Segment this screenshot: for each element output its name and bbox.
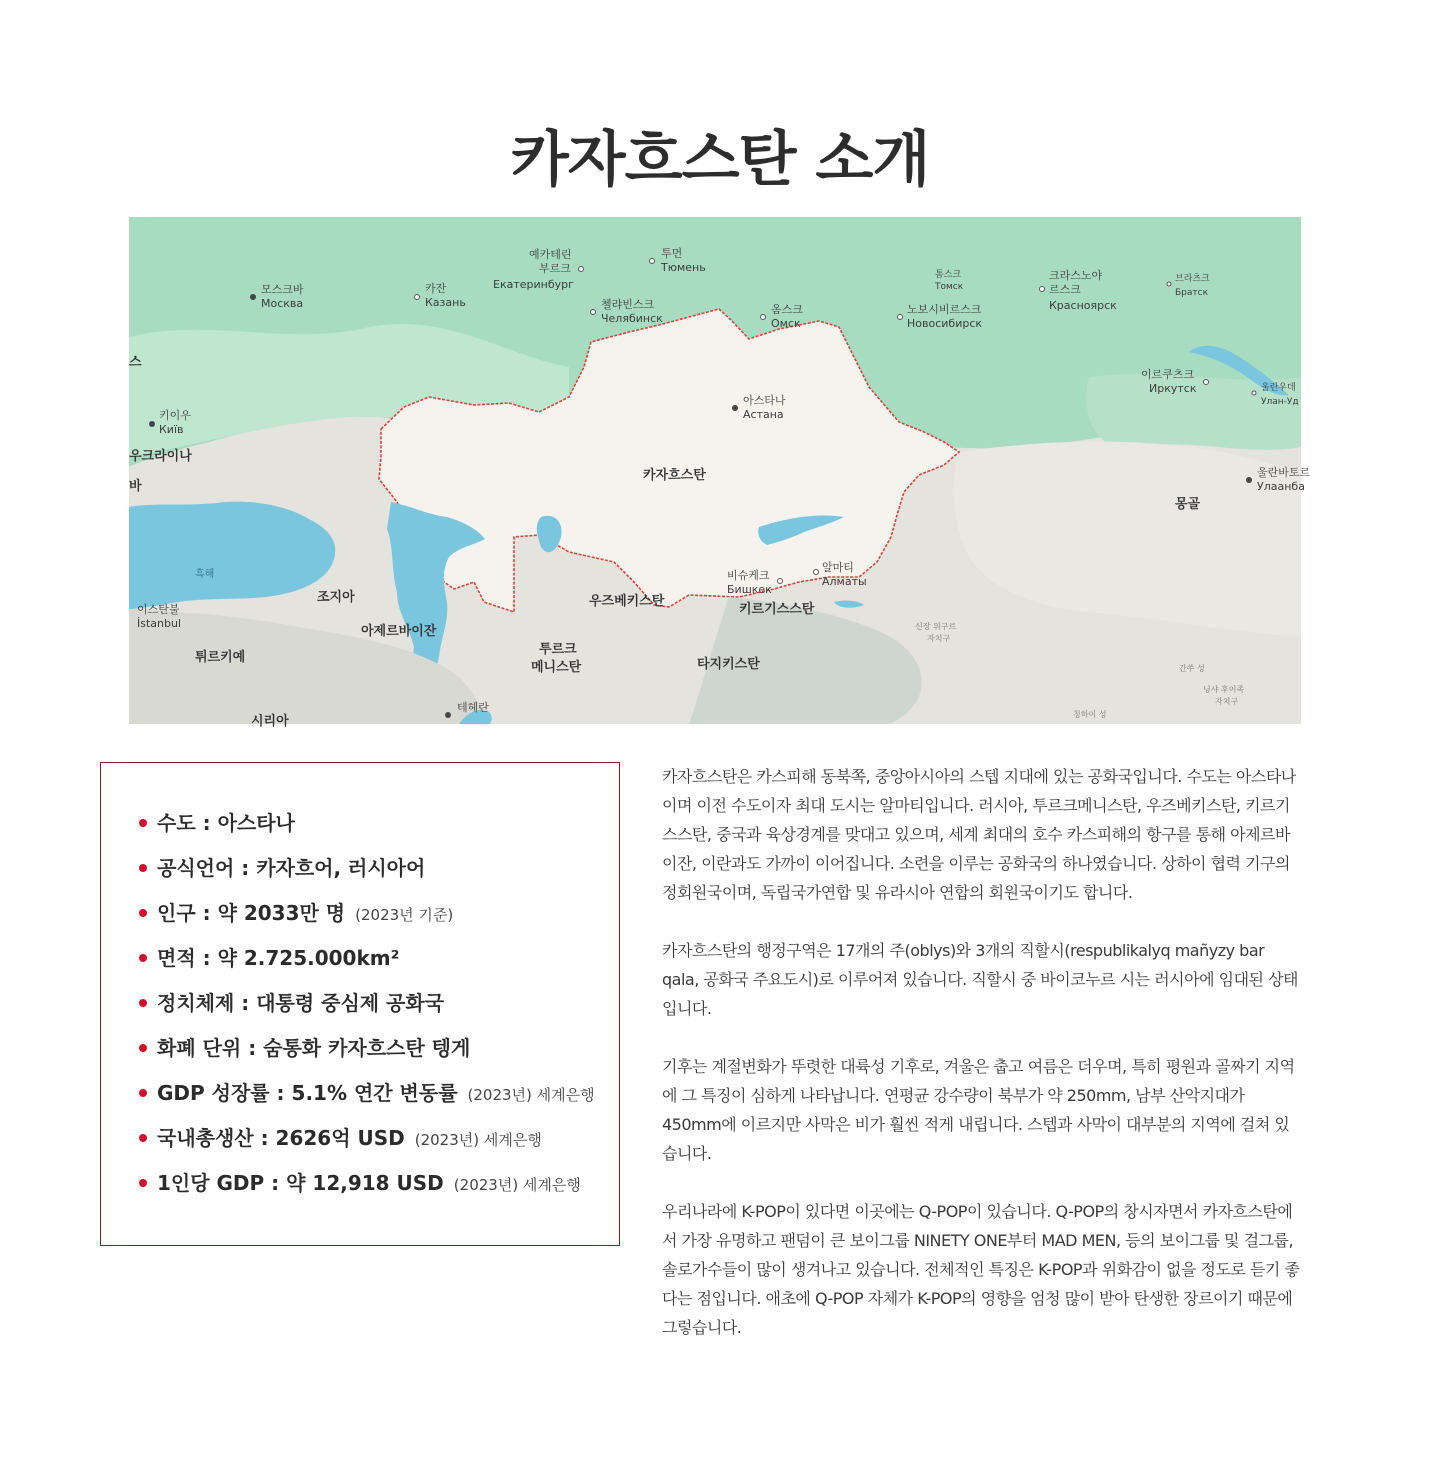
bullet-icon (139, 1089, 147, 1097)
fact-language (139, 852, 595, 897)
map-label-tomsk-ko: 톰스크 (935, 270, 962, 280)
map-canvas (129, 217, 1311, 729)
fact-label: 1인당 GDP : 약 12,918 USD (157, 1171, 444, 1195)
map-label-irkutsk-ru: Иркутск (1149, 382, 1197, 395)
fact-government (139, 987, 595, 1032)
map-label-mongolia: 몽골 (1175, 497, 1201, 512)
map-point-moscow (250, 294, 256, 300)
map-label-azerbaijan: 아제르바이잔 (361, 624, 437, 639)
map-label-kazan-ko: 카잔 (425, 282, 447, 295)
map-point-ulanude (1252, 391, 1256, 395)
map-point-kazan (415, 295, 420, 300)
map-label-tomsk-ru: Томск (935, 282, 964, 292)
fact-label: 국내총생산 : 2626억 USD (157, 1126, 405, 1150)
map-label-kyiv-ru: Київ (159, 423, 184, 436)
bullet-icon (139, 819, 147, 827)
map-label-georgia: 조지아 (317, 590, 355, 605)
map-label-moscow-ko: 모스크바 (261, 283, 304, 296)
map-label-omsk-ko: 옴스크 (771, 303, 803, 316)
map-point-astana (732, 405, 738, 411)
map-label-qinghai: 칭하이 성 (1073, 710, 1107, 719)
map-label-bratsk-ru: Братск (1175, 288, 1209, 298)
map-label-tajikistan: 타지키스탄 (697, 657, 760, 672)
bullet-icon (139, 999, 147, 1007)
map-label-gansu: 간쑤 성 (1179, 664, 1205, 673)
bullet-icon (139, 909, 147, 917)
map-label-tyumen-ru: Тюмень (661, 261, 706, 274)
map-label-krasno-ru: Красноярск (1049, 299, 1117, 312)
map-label-uzbekistan: 우즈베키스탄 (589, 594, 665, 609)
bullet-icon (139, 1134, 147, 1142)
map-point-chelyab (591, 310, 596, 315)
paragraph-administration: 카자흐스탄의 행정구역은 17개의 주(oblys)와 3개의 직할시(respublikalyq mañyzy bar qala, 공화국 주요도시)로 이루어져 있습니다. 직할시 중 바이코누르 시는 러시아에 임대된 상태입니다. (662, 941, 1298, 1018)
map-label-chelyab-ko: 첼랴빈스크 (601, 298, 655, 311)
map-label-yekat-ko2: 부르크 (539, 262, 571, 275)
map-label-ningxia-2: 자치구 (1215, 697, 1239, 706)
map-point-bratsk (1167, 282, 1171, 286)
map-point-omsk (761, 315, 766, 320)
map-label-yekat-ru: Екатеринбург (493, 278, 574, 291)
map-label-tehran: 테헤란 (457, 701, 489, 714)
map-label-tyumen-ko: 투먼 (661, 247, 683, 260)
fact-label: 정치체제 : 대통령 중심제 공화국 (157, 991, 445, 1015)
fact-label: 면적 : 약 2.725.000km² (157, 946, 400, 970)
bullet-icon (139, 1044, 147, 1052)
map-label-xinjiang-2: 자치구 (927, 634, 951, 643)
map-point-tehran (445, 712, 451, 718)
map-label-kyrgyzstan: 키르기스스탄 (739, 602, 815, 617)
map-label-istanbul-ru: İstanbul (137, 617, 182, 630)
bullet-icon (139, 954, 147, 962)
map-point-irkutsk (1204, 380, 1209, 385)
paragraph-climate: 기후는 계절변화가 뚜렷한 대륙성 기후로, 겨울은 춥고 여름은 더우며, 특히 평원과 골짜기 지역에 그 특징이 심하게 나타납니다. 연평균 강수량이 북부가 약 250mm, 남부 산악지대가 450mm에 이르지만 사막은 비가 훨씬 적게 내립니다. 스텝과 사막이 대부분의 지역에 걸쳐 있습니다. (662, 1057, 1295, 1163)
map-point-bishkek (778, 579, 783, 584)
fact-note: (2023년) 세계은행 (414, 1131, 542, 1149)
map-label-novosib-ru: Новосибирск (907, 317, 983, 330)
fact-note: (2023년) 세계은행 (453, 1176, 581, 1194)
map-label-ningxia-1: 닝샤 후이족 (1203, 685, 1245, 694)
map-label-moscow-ru: Москва (261, 297, 304, 310)
facts-box (100, 762, 620, 1246)
map-label-almaty-ru: Алматы (822, 575, 867, 588)
map-point-ulaanbaatar (1246, 477, 1252, 483)
page-title: 카자흐스탄 소개 (510, 125, 930, 195)
map-label-irkutsk-ko: 이르쿠츠크 (1141, 368, 1195, 381)
map-label-chelyab-ru: Челябинск (601, 312, 663, 325)
map-label-ulanude-ru: Улан-Уд (1261, 397, 1299, 407)
fact-note: (2023년) 세계은행 (467, 1086, 595, 1104)
fact-note: (2023년 기준) (355, 906, 454, 924)
map-label-bishkek-ru: Бишкек (727, 583, 772, 596)
map-point-kyiv (149, 421, 155, 427)
map-label-bratsk-ko: 브라츠크 (1175, 274, 1210, 284)
map-label-ukraine: 우크라이나 (129, 449, 192, 464)
map-label-yekat-ko1: 예카테린 (529, 248, 572, 261)
map-label-ulaanbaatar-ru: Улаанба (1257, 480, 1305, 493)
map-point-almaty (814, 570, 819, 575)
map-label-almaty-ko: 알마티 (822, 561, 854, 574)
map-label-xinjiang-1: 신장 위구르 (915, 622, 957, 631)
map-label-bishkek-ko: 비슈케크 (727, 569, 770, 582)
map-label-edge-s: 스 (129, 355, 142, 370)
map-label-kyiv-ko: 키이우 (159, 409, 191, 422)
map-label-kazan-ru: Казань (425, 296, 466, 309)
map-label-astana-ru: Астана (743, 408, 784, 421)
map-point-tyumen (650, 259, 655, 264)
fact-label: 화폐 단위 : 숨통화 카자흐스탄 텡게 (157, 1036, 471, 1060)
bullet-icon (139, 1179, 147, 1187)
map-label-turkey: 튀르키예 (195, 650, 246, 665)
fact-capital (139, 807, 595, 852)
map-point-yekat (579, 267, 584, 272)
map-label-ulaanbaatar-ko: 울란바토르 (1257, 466, 1311, 479)
map-label-krasno-ko2: 르스크 (1049, 283, 1081, 296)
description-column (662, 762, 1302, 1371)
fact-gdp (139, 1122, 595, 1167)
map-label-kazakhstan: 카자흐스탄 (643, 468, 706, 483)
map-label-turkmen-1: 투르크 (539, 642, 577, 657)
fact-area (139, 942, 595, 987)
fact-label: GDP 성장률 : 5.1% 연간 변동률 (157, 1081, 458, 1105)
map-label-edge-ba: 바 (129, 479, 142, 494)
map-point-novosib (898, 315, 903, 320)
map-point-krasno (1040, 287, 1045, 292)
fact-gdp-growth (139, 1077, 595, 1122)
map-label-turkmen-2: 메니스탄 (531, 660, 582, 675)
map-label-novosib-ko: 노보시비르스크 (907, 303, 982, 316)
map-label-krasno-ko1: 크라스노야 (1049, 269, 1103, 282)
map-label-ulanude-ko: 울란우데 (1261, 383, 1296, 393)
fact-label: 수도 : 아스타나 (157, 811, 295, 835)
fact-label: 공식언어 : 카자흐어, 러시아어 (157, 856, 426, 880)
map-label-istanbul-ko: 이스탄불 (137, 603, 180, 616)
fact-gdp-per-capita (139, 1167, 595, 1212)
map-label-syria: 시리아 (251, 714, 289, 729)
fact-label: 인구 : 약 2033만 명 (157, 901, 346, 925)
map-label-omsk-ru: Омск (771, 317, 801, 330)
kazakhstan-map[interactable] (129, 217, 1311, 729)
paragraph-qpop: 우리나라에 K-POP이 있다면 이곳에는 Q-POP이 있습니다. Q-POP의 창시자면서 카자흐스탄에서 가장 유명하고 팬덤이 큰 보이그룹 NINETY ONE부터 MAD MEN, 등의 보이그룹 및 걸그룹, 솔로가수들이 많이 생겨나고 있습니다. 전체적인 특징은 K-POP과 위화감이 없을 정도로 듣기 좋다는 점입니다. 애초에 Q-POP 자체가 K-POP의 영향을 엄청 많이 받아 탄생한 장르이기 때문에 그렇습니다. (662, 1202, 1300, 1337)
fact-population (139, 897, 595, 942)
bullet-icon (139, 864, 147, 872)
map-label-astana-ko: 아스타나 (743, 394, 786, 407)
paragraph-overview: 카자흐스탄은 카스피해 동북쪽, 중앙아시아의 스텝 지대에 있는 공화국입니다. 수도는 아스타나이며 이전 수도이자 최대 도시는 알마티입니다. 러시아, 투르크메니스탄, 우즈베키스탄, 키르기스스탄, 중국과 육상경계를 맞대고 있으며, 세계 최대의 호수 카스피해의 항구를 통해 아제르바이잔, 이란과도 가까이 이어집니다. 소련을 이루는 공화국의 하나였습니다. 상하이 협력 기구의 정회원국이며, 독립국가연합 및 유라시아 연합의 회원국이기도 합니다. (662, 767, 1296, 902)
fact-currency (139, 1032, 595, 1077)
facts-list (139, 807, 595, 1212)
map-label-black-sea: 흑해 (195, 569, 215, 580)
